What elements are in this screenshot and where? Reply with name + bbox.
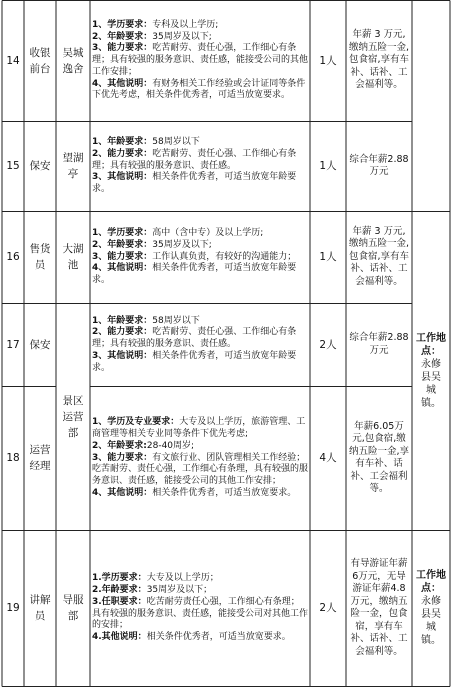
headcount: 1人 [319, 160, 337, 172]
requirement-label: 2、年龄要求： [92, 239, 153, 250]
job-title: 售货员 [29, 243, 51, 271]
requirement-label: 4、其他说明： [92, 487, 153, 498]
requirement-label: 1、年龄要求： [92, 137, 153, 147]
job-title: 保安 [29, 338, 51, 351]
requirement-item [92, 228, 308, 240]
requirement-label: 2、年龄要求: [92, 440, 147, 451]
requirement-item [92, 252, 308, 264]
requirement-item [92, 20, 308, 32]
requirement-item [92, 585, 308, 597]
requirement-item [92, 351, 308, 375]
row-number: 18 [6, 452, 20, 464]
requirement-item [92, 488, 308, 500]
requirement-item [92, 316, 308, 328]
requirement-text: 35周岁及以下; [152, 239, 212, 250]
department: 吴城逸舍 [62, 46, 84, 75]
requirement-item [92, 79, 308, 103]
requirement-label: 1、年龄要求： [92, 315, 153, 326]
requirement-text: 相关条件优秀者，可适当放宽要求。 [146, 632, 291, 643]
salary: 有导游证年薪6万元，无导游证年薪4.8万元，缴纳五险一金，包食宿，享有车补、话补、工会福利等。 [350, 558, 408, 657]
salary: 综合年薪2.88万元 [349, 332, 409, 356]
requirement-item [92, 327, 308, 351]
requirement-text: 吃苦耐劳责任心强，工作细心有条理；具有较强的服务意识、责任感，能接受公司对其他工作的安排； [92, 596, 309, 631]
requirement-text: 吃苦耐劳、责任心强，工作细心有条理；具有较强的服务意识、责任感，能接受公司的其他工作安排； [92, 43, 309, 77]
headcount: 1人 [319, 251, 337, 263]
department: 景区运营部 [62, 394, 84, 439]
salary: 年薪 3 万元,缴纳五险一金,包食宿,享有车补、话补、工会福利等。 [348, 225, 410, 287]
requirement-label: 2.年龄要求： [92, 584, 147, 595]
requirement-item [92, 43, 308, 78]
requirement-label: 2、年龄要求： [92, 31, 153, 42]
headcount: 1人 [319, 54, 337, 67]
requirement-item [92, 632, 308, 644]
requirements [90, 303, 310, 386]
requirement-text: 58周岁以下 [152, 315, 200, 326]
requirement-item [92, 263, 308, 287]
work-location-title: 工作地点： [416, 570, 446, 594]
requirement-text: 有财务相关工作经验或会计证同等条件下优先考虑，相关条件优秀者，可适当放宽要求。 [92, 78, 306, 101]
requirement-text: 专科及以上学历; [152, 19, 219, 30]
requirement-text: 35周岁及以下; [152, 31, 212, 42]
requirement-label: 3.任职要求： [92, 596, 147, 607]
salary: 年薪 3 万元,缴纳五险一金,包食宿,享有车补、话补、工会福利等。 [348, 29, 410, 91]
requirement-label: 2、能力要求： [92, 148, 153, 159]
row-number: 17 [6, 338, 20, 351]
requirement-label: 2、能力要求： [92, 327, 153, 338]
requirement-text: 相关条件优秀者，可适当放宽年龄要求。 [92, 263, 297, 286]
requirement-item [92, 453, 308, 488]
requirement-label: 1、学历要求： [92, 19, 153, 30]
requirement-label: 4、其他说明： [92, 78, 153, 89]
requirement-label: 3、其他说明： [92, 350, 153, 361]
requirement-label: 3、能力要求： [92, 43, 153, 54]
requirements [90, 530, 310, 686]
work-location [412, 530, 450, 686]
work-location-empty [412, 0, 450, 211]
requirements [90, 121, 310, 211]
job-title: 运营经理 [29, 444, 51, 472]
requirement-item [92, 441, 308, 453]
row-number: 16 [6, 251, 20, 263]
salary: 年薪6.05万元,包食宿,缴纳五险一金,享有车补、话补、工会福利等。 [348, 420, 410, 494]
requirement-label: 4、其他说明： [92, 263, 153, 274]
requirement-text: 高中（含中专）及以上学历; [152, 228, 264, 238]
requirements [90, 0, 310, 121]
headcount: 2人 [319, 602, 337, 614]
requirement-label: 1.学历要求： [92, 573, 147, 584]
work-location-text: 永修县吴城镇。 [421, 596, 441, 646]
work-location-text: 永修县吴城镇。 [421, 358, 441, 409]
job-title: 收银前台 [29, 46, 51, 75]
work-location [412, 211, 450, 530]
requirement-text: 28-40周岁; [146, 440, 195, 451]
job-title: 讲解员 [29, 594, 51, 622]
requirement-label: 1、学历要求： [92, 228, 153, 238]
requirement-text: 大专及以上学历； [146, 573, 219, 584]
requirement-item [92, 172, 308, 196]
requirement-text: 大专及以上学历，旅游管理、工商管理等相关专业同等条件下优先考虑; [92, 417, 306, 439]
job-title: 保安 [29, 160, 51, 172]
requirement-text: 工作认真负责，有较好的沟通能力； [152, 251, 297, 262]
requirement-label: 1、学历及专业要求： [92, 417, 180, 428]
requirement-item [92, 149, 308, 173]
requirement-text: 35周岁及以下； [146, 584, 213, 595]
requirement-text: 相关条件优秀者，可适当放宽年龄要求。 [92, 172, 297, 195]
requirement-text: 相关条件优秀者，可适当放宽要求。 [152, 487, 297, 498]
department: 大湖池 [62, 243, 84, 271]
row-number: 15 [6, 160, 20, 172]
requirement-text: 有文旅行业、团队管理相关工作经验；吃苦耐劳、责任心强，工作细心有条理，具有较强的服务意识、责任感，能接受公司的其他工作安排； [92, 452, 309, 487]
requirement-item [92, 417, 308, 441]
department: 导服部 [62, 594, 84, 622]
requirement-text: 吃苦耐劳、责任心强、工作细心有条理；具有较强的服务意识、责任感。 [92, 148, 297, 171]
requirement-label: 3、能力要求： [92, 452, 153, 463]
requirement-label: 3、能力要求： [92, 251, 153, 262]
requirement-item [92, 32, 308, 44]
requirement-text: 58周岁以下 [152, 137, 200, 147]
salary: 综合年薪2.88万元 [349, 153, 409, 177]
row-number: 19 [6, 602, 20, 614]
requirement-label: 4.其他说明： [92, 632, 147, 643]
requirement-item [92, 240, 308, 252]
row-number: 14 [6, 54, 20, 67]
headcount: 2人 [319, 338, 337, 351]
work-location-title: 工作地点： [416, 332, 446, 357]
requirements [90, 211, 310, 303]
requirements [90, 386, 310, 530]
requirement-item [92, 137, 308, 149]
requirement-item [92, 597, 308, 632]
requirement-text: 相关条件优秀者，可适当放宽年龄要求。 [92, 350, 297, 373]
department: 望湖亭 [62, 152, 84, 180]
requirement-label: 3、其他说明： [92, 172, 153, 183]
requirement-text: 吃苦耐劳、责任心强、工作细心有条理；具有较强的服务意识、责任感。 [92, 327, 297, 350]
headcount: 4人 [319, 452, 337, 464]
requirement-item [92, 573, 308, 585]
